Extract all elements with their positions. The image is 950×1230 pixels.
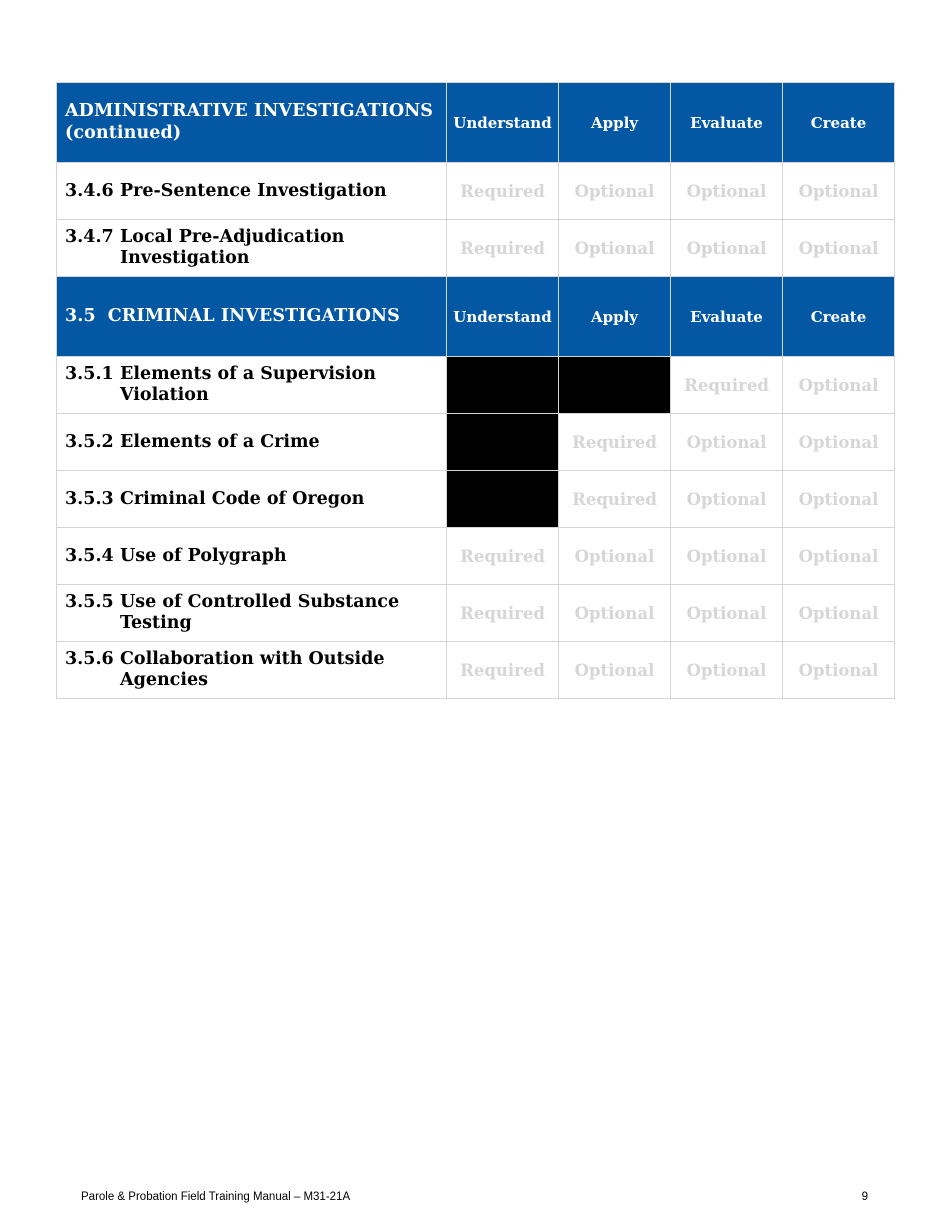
create-cell: Optional [783,471,895,528]
topic-title: Pre-Sentence Investigation [120,180,387,201]
footer-manual-title: Parole & Probation Field Training Manual – M31-21A [81,1191,351,1203]
create-cell: Optional [783,414,895,471]
topic-number: 3.5.1 [65,364,114,384]
topic-cell [57,357,447,414]
apply-cell: Optional [559,585,671,642]
topic-number: 3.4.7 [65,227,114,247]
table-row [57,642,895,699]
evaluate-cell: Optional [671,585,783,642]
topic-title: Local Pre-Adjudication Investigation [120,227,345,268]
section-title-text: CRIMINAL INVESTIGATIONS [107,305,400,326]
level-header-evaluate: Evaluate [671,277,783,357]
evaluate-cell: Optional [671,528,783,585]
apply-cell: Optional [559,642,671,699]
table-row [57,528,895,585]
topic-number: 3.5.3 [65,488,114,509]
topic-number: 3.5.2 [65,431,114,452]
create-cell: Optional [783,642,895,699]
evaluate-cell: Optional [671,414,783,471]
create-cell: Optional [783,163,895,220]
level-header-evaluate: Evaluate [671,83,783,163]
table-row [57,585,895,642]
topic-title: Use of Controlled Substance Testing [120,592,400,633]
topic-cell [57,414,447,471]
topic-number: 3.5.5 [65,592,114,612]
level-header-create: Create [783,277,895,357]
topic-number: 3.4.6 [65,180,114,201]
evaluate-cell: Optional [671,471,783,528]
level-header-create: Create [783,83,895,163]
table-row [57,471,895,528]
understand-cell: Required [447,642,559,699]
table-row [57,163,895,220]
table-row [57,220,895,277]
evaluate-cell: Required [671,357,783,414]
topic-cell [57,642,447,699]
understand-cell: Required [447,220,559,277]
topic-title: Elements of a Crime [120,431,320,452]
topic-title: Use of Polygraph [120,545,287,566]
table-row [57,414,895,471]
level-header-understand: Understand [447,83,559,163]
topic-number: 3.5.4 [65,545,114,566]
competency-table [56,82,895,699]
understand-cell: Required [447,163,559,220]
topic-number: 3.5.6 [65,649,114,669]
section-number: 3.5 [65,305,96,326]
level-header-apply: Apply [559,83,671,163]
evaluate-cell: Optional [671,220,783,277]
understand-cell-filled [447,471,559,528]
footer-page-number: 9 [861,1191,868,1203]
topic-cell [57,220,447,277]
understand-cell: Required [447,585,559,642]
understand-cell-filled [447,357,559,414]
section-header-criminal [57,277,895,357]
topic-cell [57,585,447,642]
create-cell: Optional [783,357,895,414]
understand-cell-filled [447,414,559,471]
topic-title: Elements of a Supervision Violation [120,364,376,405]
evaluate-cell: Optional [671,642,783,699]
understand-cell: Required [447,528,559,585]
create-cell: Optional [783,528,895,585]
apply-cell-filled [559,357,671,414]
create-cell: Optional [783,585,895,642]
level-header-apply: Apply [559,277,671,357]
topic-cell [57,163,447,220]
section-title [57,83,447,163]
apply-cell: Optional [559,220,671,277]
topic-title: Collaboration with Outside Agencies [120,649,385,690]
section-title-text: ADMINISTRATIVE INVESTIGATIONS (continued) [65,100,434,143]
section-header-administrative [57,83,895,163]
evaluate-cell: Optional [671,163,783,220]
level-header-understand: Understand [447,277,559,357]
apply-cell: Optional [559,528,671,585]
topic-cell [57,528,447,585]
apply-cell: Required [559,414,671,471]
apply-cell: Required [559,471,671,528]
topic-cell [57,471,447,528]
apply-cell: Optional [559,163,671,220]
page-footer [81,1191,868,1203]
create-cell: Optional [783,220,895,277]
topic-title: Criminal Code of Oregon [120,488,365,509]
table-row [57,357,895,414]
section-title [57,277,447,357]
